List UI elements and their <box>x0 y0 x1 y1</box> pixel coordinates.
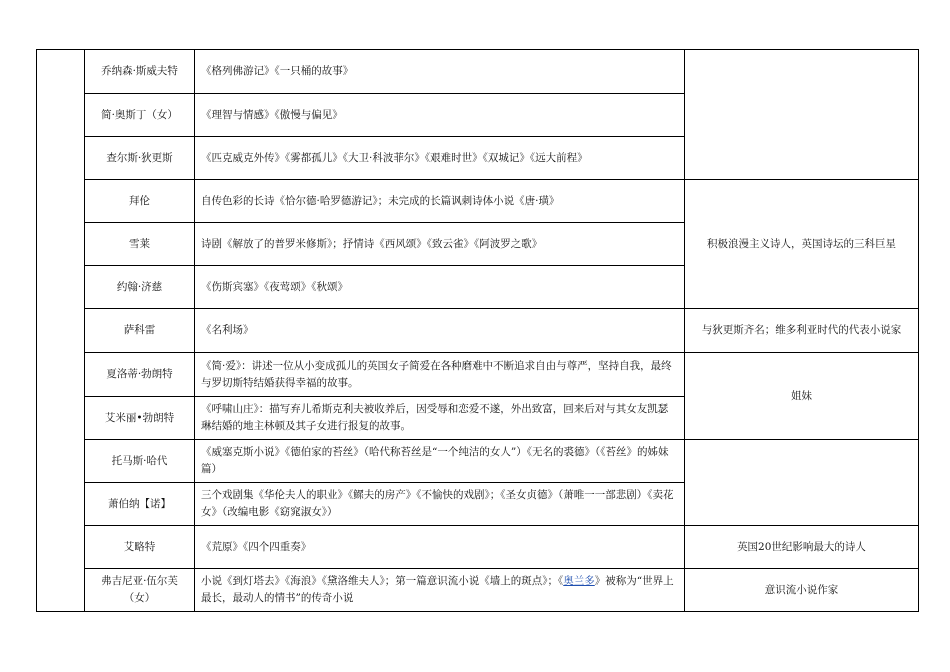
author-cell: 查尔斯·狄更斯 <box>85 137 195 180</box>
works-cell: 《伤斯宾塞》《夜莺颂》《秋颂》 <box>195 266 685 309</box>
works-cell: 《简·爱》：讲述一位从小变成孤儿的英国女子简爱在各种磨难中不断追求自由与尊严，坚持自我，最终与罗切斯特结婚获得幸福的故事。 <box>195 353 685 397</box>
blank-category-cell <box>37 50 85 612</box>
table-row <box>37 353 919 397</box>
works-cell: 《呼啸山庄》：描写弃儿希斯克利夫被收养后，因受辱和恋爱不遂，外出致富，回来后对与其女友凯瑟琳结婚的地主林顿及其子女进行报复的故事。 <box>195 397 685 440</box>
works-cell: 《荒原》《四个四重奏》 <box>195 526 685 569</box>
works-cell: 诗剧《解放了的普罗米修斯》；抒情诗《西风颂》《致云雀》《阿波罗之歌》 <box>195 223 685 266</box>
author-cell: 乔纳森·斯威夫特 <box>85 50 195 94</box>
orlando-link[interactable]: 奥兰多 <box>563 575 595 587</box>
works-cell <box>195 569 685 612</box>
author-cell: 雪莱 <box>85 223 195 266</box>
author-cell: 弗吉尼亚·伍尔芙（女） <box>85 569 195 612</box>
note-cell-empty <box>685 440 919 526</box>
works-cell: 《威塞克斯小说》《德伯家的苔丝》（哈代称苔丝是“一个纯洁的女人”）《无名的裘德》（《苔丝》的姊妹篇） <box>195 440 685 483</box>
author-cell: 拜伦 <box>85 180 195 223</box>
works-cell: 自传色彩的长诗《恰尔德·哈罗德游记》；未完成的长篇讽刺诗体小说《唐·璜》 <box>195 180 685 223</box>
table-row <box>37 180 919 223</box>
works-cell: 《格列佛游记》《一只桶的故事》 <box>195 50 685 94</box>
note-cell: 姐妹 <box>685 353 919 440</box>
table-row <box>37 440 919 483</box>
author-cell: 萧伯纳【诺】 <box>85 483 195 526</box>
note-cell-empty <box>685 50 919 180</box>
table-row <box>37 526 919 569</box>
table-row <box>37 50 919 94</box>
works-text: 》被称为“世界上最长，最动人的情书”的传奇小说 <box>201 575 674 604</box>
works-cell: 三个戏剧集《华伦夫人的职业》《鳏夫的房产》《不愉快的戏剧》；《圣女贞德》（萧唯一一部悲剧）《卖花女》（改编电影《窈窕淑女》） <box>195 483 685 526</box>
works-text: 小说《到灯塔去》《海浪》《黛洛维夫人》；第一篇意识流小说《墙上的斑点》；《 <box>201 575 564 587</box>
table-row <box>37 569 919 612</box>
author-cell: 艾略特 <box>85 526 195 569</box>
author-cell: 简·奥斯丁（女） <box>85 94 195 137</box>
works-cell: 《理智与情感》《傲慢与偏见》 <box>195 94 685 137</box>
works-cell: 《匹克威克外传》《雾都孤儿》《大卫·科波菲尔》《艰难时世》《双城记》《远大前程》 <box>195 137 685 180</box>
note-cell: 意识流小说作家 <box>685 569 919 612</box>
table-row <box>37 309 919 353</box>
note-cell: 英国20世纪影响最大的诗人 <box>685 526 919 569</box>
note-cell: 积极浪漫主义诗人，英国诗坛的三科巨星 <box>685 180 919 309</box>
works-cell: 《名利场》 <box>195 309 685 353</box>
author-cell: 夏洛蒂·勃朗特 <box>85 353 195 397</box>
literature-table <box>36 49 919 612</box>
author-cell: 托马斯·哈代 <box>85 440 195 483</box>
author-cell: 萨科雷 <box>85 309 195 353</box>
author-cell: 艾米丽•勃朗特 <box>85 397 195 440</box>
note-cell: 与狄更斯齐名；维多利亚时代的代表小说家 <box>685 309 919 353</box>
author-cell: 约翰·济慈 <box>85 266 195 309</box>
